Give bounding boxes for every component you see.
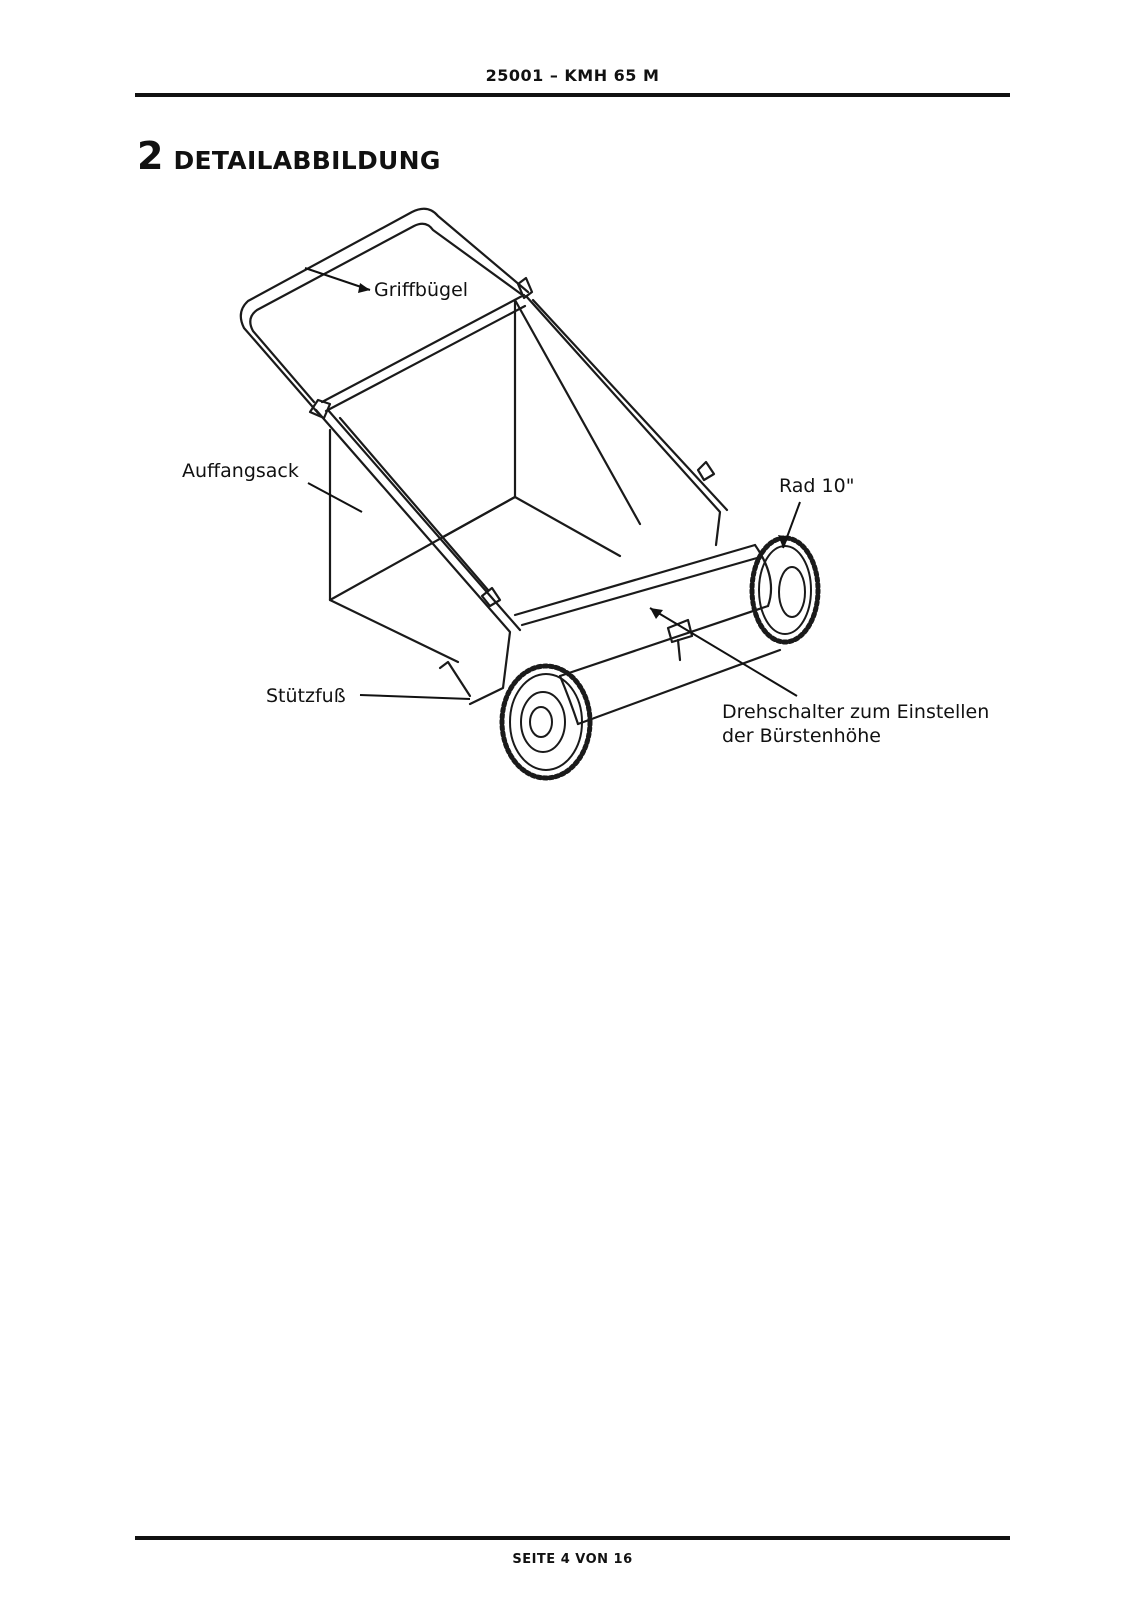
label-rad: Rad 10" [779, 475, 855, 497]
stuetzfuss-leader [360, 695, 470, 699]
collection-bag [330, 430, 458, 662]
left-rail [316, 410, 510, 704]
brush-housing [515, 545, 755, 615]
label-auffangsack: Auffangsack [182, 460, 299, 482]
footer-rule [135, 1536, 1010, 1540]
label-stuetzfuss: Stützfuß [266, 685, 346, 707]
label-drehschalter-line1: Drehschalter zum Einstellen [722, 701, 990, 723]
label-drehschalter-line2: der Bürstenhöhe [722, 725, 881, 747]
support-foot [440, 662, 470, 696]
page-number: SEITE 4 VON 16 [512, 1552, 633, 1567]
document-header: 25001 – KMH 65 M [485, 66, 660, 85]
handle-bar [241, 209, 528, 413]
auffangsack-leader [308, 483, 362, 512]
handle-crossbar [322, 295, 524, 402]
right-rail [526, 296, 720, 545]
label-griffbuegel: Griffbügel [374, 279, 469, 301]
section-number: 2 [137, 134, 164, 178]
right-wheel [752, 538, 818, 642]
section-heading: DETAILABBILDUNG [173, 146, 441, 175]
